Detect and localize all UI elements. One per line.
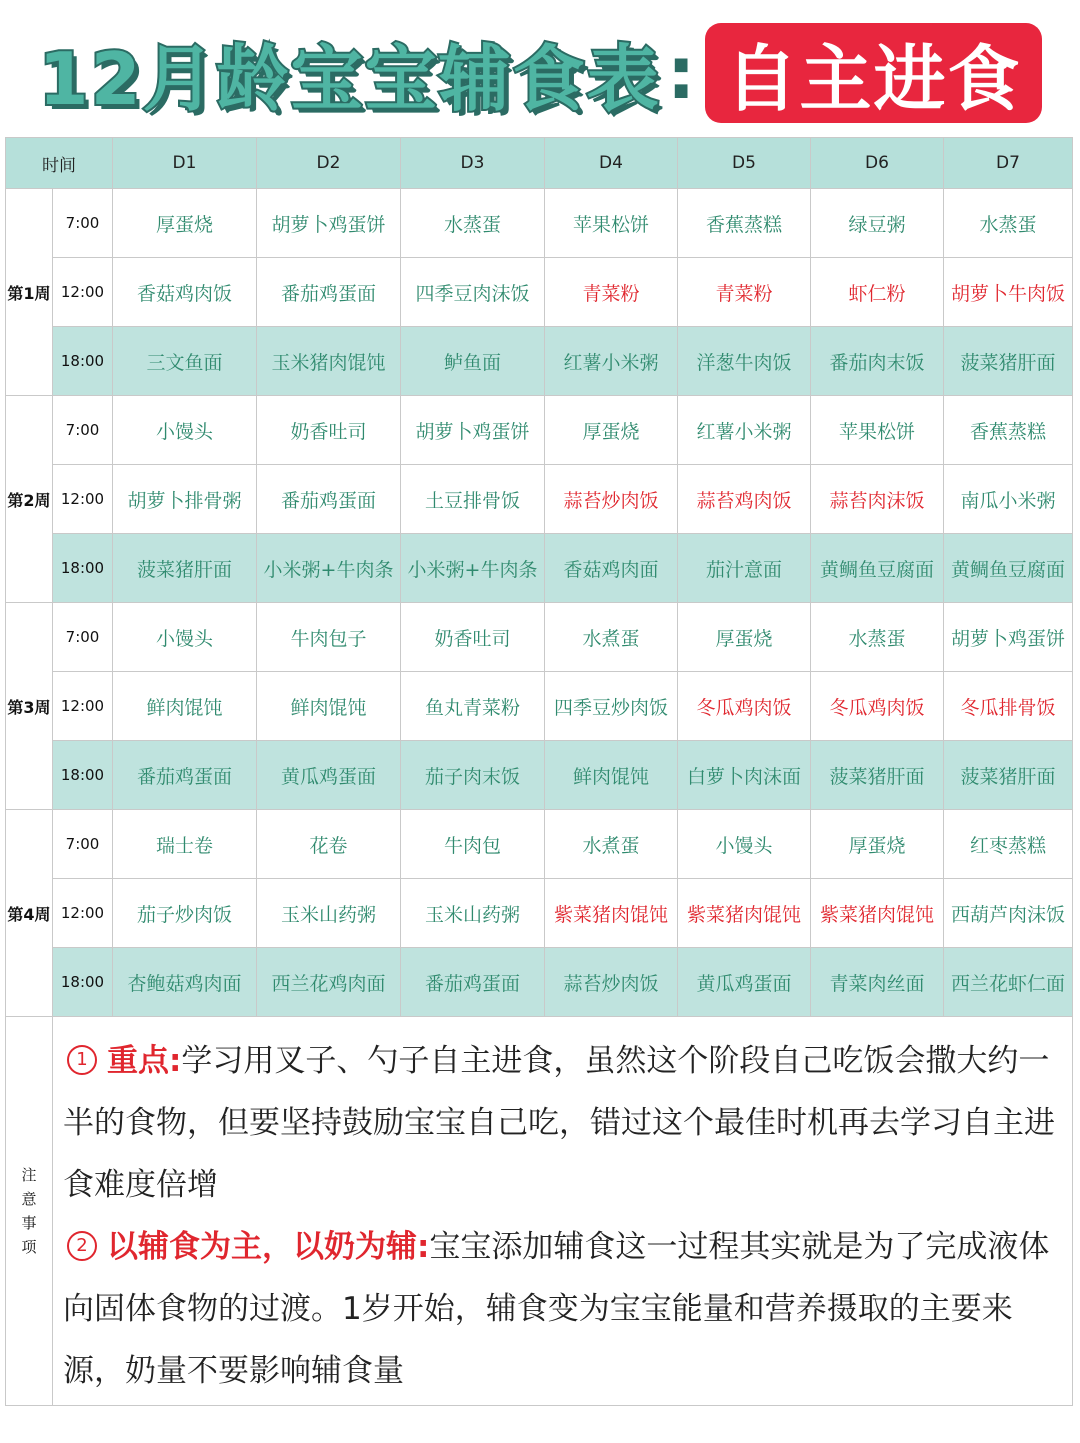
- meal-cell: 小米粥+牛肉条: [401, 534, 545, 603]
- meal-cell: 西葫芦肉沫饭: [944, 879, 1073, 948]
- meal-time: 18:00: [53, 534, 113, 603]
- table-row: [6, 534, 1073, 603]
- meal-cell: 鲜肉馄饨: [545, 741, 678, 810]
- meal-cell: 绿豆粥: [811, 189, 944, 258]
- meal-cell: 三文鱼面: [113, 327, 257, 396]
- meal-cell: 水煮蛋: [545, 810, 678, 879]
- meal-cell: 茄子肉末饭: [401, 741, 545, 810]
- table-row: [6, 810, 1073, 879]
- meal-table: [5, 137, 1073, 1406]
- notes-text: [53, 1020, 1072, 1402]
- header-cell-d3: D3: [401, 138, 545, 189]
- meal-cell: 香蕉蒸糕: [944, 396, 1073, 465]
- meal-cell: 小米粥+牛肉条: [257, 534, 401, 603]
- meal-cell: 蒜苔炒肉饭: [545, 948, 678, 1017]
- header-cell-d4: D4: [545, 138, 678, 189]
- title-accent-box: [705, 23, 1041, 123]
- meal-cell: 胡萝卜牛肉饭: [944, 258, 1073, 327]
- header-row: [6, 138, 1073, 189]
- meal-cell: 冬瓜鸡肉饭: [811, 672, 944, 741]
- table-row: [6, 465, 1073, 534]
- meal-cell: 玉米山药粥: [401, 879, 545, 948]
- header-cell-d5: D5: [678, 138, 811, 189]
- meal-cell: 苹果松饼: [545, 189, 678, 258]
- notes-content: [53, 1017, 1073, 1406]
- meal-time: 18:00: [53, 948, 113, 1017]
- week-label: 第1周: [6, 189, 53, 396]
- page-title: [0, 18, 1080, 128]
- meal-cell: 菠菜猪肝面: [811, 741, 944, 810]
- meal-cell: 冬瓜排骨饭: [944, 672, 1073, 741]
- meal-cell: 香菇鸡肉饭: [113, 258, 257, 327]
- table-row: [6, 327, 1073, 396]
- meal-cell: 红薯小米粥: [545, 327, 678, 396]
- meal-cell: 玉米山药粥: [257, 879, 401, 948]
- meal-cell: 奶香吐司: [257, 396, 401, 465]
- meal-cell: 胡萝卜鸡蛋饼: [944, 603, 1073, 672]
- meal-cell: 蒜苔肉沫饭: [811, 465, 944, 534]
- meal-time: 12:00: [53, 879, 113, 948]
- meal-cell: 花卷: [257, 810, 401, 879]
- meal-cell: 番茄鸡蛋面: [257, 465, 401, 534]
- table-row: [6, 672, 1073, 741]
- meal-cell: 红枣蒸糕: [944, 810, 1073, 879]
- table-row: [6, 879, 1073, 948]
- meal-time: 7:00: [53, 810, 113, 879]
- title-accent: 自主进食: [725, 37, 1022, 121]
- note-number-icon: 2: [67, 1231, 97, 1261]
- meal-cell: 茄子炒肉饭: [113, 879, 257, 948]
- meal-cell: 青菜粉: [545, 258, 678, 327]
- meal-cell: 香蕉蒸糕: [678, 189, 811, 258]
- meal-cell: 胡萝卜鸡蛋饼: [401, 396, 545, 465]
- notes-row: [6, 1017, 1073, 1406]
- meal-cell: 紫菜猪肉馄饨: [811, 879, 944, 948]
- note-body: 宝宝添加辅食这一过程其实就是为了完成液体向固体食物的过渡。1岁开始，辅食变为宝宝能量和营养摄取的主要来源，奶量不要影响辅食量: [63, 1229, 1050, 1389]
- notes-label: [6, 1017, 53, 1406]
- meal-cell: 白萝卜肉沫面: [678, 741, 811, 810]
- week-label: 第2周: [6, 396, 53, 603]
- meal-cell: 南瓜小米粥: [944, 465, 1073, 534]
- meal-cell: 黄鲷鱼豆腐面: [944, 534, 1073, 603]
- meal-cell: 菠菜猪肝面: [944, 741, 1073, 810]
- meal-cell: 胡萝卜鸡蛋饼: [257, 189, 401, 258]
- header-cell-time: 时间: [6, 138, 113, 189]
- meal-cell: 黄瓜鸡蛋面: [678, 948, 811, 1017]
- table-row: [6, 396, 1073, 465]
- meal-cell: 厚蛋烧: [678, 603, 811, 672]
- meal-cell: 杏鲍菇鸡肉面: [113, 948, 257, 1017]
- meal-cell: 菠菜猪肝面: [113, 534, 257, 603]
- notes-label-char: 意: [21, 1190, 37, 1208]
- meal-cell: 紫菜猪肉馄饨: [678, 879, 811, 948]
- meal-time: 7:00: [53, 603, 113, 672]
- meal-time: 7:00: [53, 189, 113, 258]
- meal-cell: 水蒸蛋: [401, 189, 545, 258]
- meal-cell: 牛肉包子: [257, 603, 401, 672]
- meal-cell: 土豆排骨饭: [401, 465, 545, 534]
- meal-cell: 水煮蛋: [545, 603, 678, 672]
- meal-cell: 洋葱牛肉饭: [678, 327, 811, 396]
- meal-cell: 小馒头: [678, 810, 811, 879]
- meal-cell: 鲜肉馄饨: [113, 672, 257, 741]
- notes-label-char: 项: [21, 1238, 37, 1256]
- title-main: 12月龄宝宝辅食表: [38, 37, 661, 121]
- week-label: 第4周: [6, 810, 53, 1017]
- meal-cell: 苹果松饼: [811, 396, 944, 465]
- meal-cell: 胡萝卜排骨粥: [113, 465, 257, 534]
- meal-time: 12:00: [53, 465, 113, 534]
- meal-cell: 西兰花虾仁面: [944, 948, 1073, 1017]
- meal-time: 18:00: [53, 327, 113, 396]
- meal-cell: 茄汁意面: [678, 534, 811, 603]
- note-body: 学习用叉子、勺子自主进食，虽然这个阶段自己吃饭会撒大约一半的食物，但要坚持鼓励宝宝自己吃，错过这个最佳时机再去学习自主进食难度倍增: [63, 1043, 1055, 1203]
- meal-cell: 菠菜猪肝面: [944, 327, 1073, 396]
- meal-cell: 红薯小米粥: [678, 396, 811, 465]
- meal-cell: 厚蛋烧: [113, 189, 257, 258]
- note-number-icon: 1: [67, 1045, 97, 1075]
- note-item: [63, 1216, 1058, 1402]
- meal-time: 7:00: [53, 396, 113, 465]
- meal-cell: 番茄肉末饭: [811, 327, 944, 396]
- meal-cell: 西兰花鸡肉面: [257, 948, 401, 1017]
- header-cell-d1: D1: [113, 138, 257, 189]
- meal-cell: 牛肉包: [401, 810, 545, 879]
- meal-cell: 鱼丸青菜粉: [401, 672, 545, 741]
- table-row: [6, 603, 1073, 672]
- meal-cell: 黄鲷鱼豆腐面: [811, 534, 944, 603]
- meal-cell: 奶香吐司: [401, 603, 545, 672]
- meal-cell: 厚蛋烧: [811, 810, 944, 879]
- meal-time: 12:00: [53, 258, 113, 327]
- header-cell-d6: D6: [811, 138, 944, 189]
- meal-cell: 四季豆炒肉饭: [545, 672, 678, 741]
- meal-cell: 香菇鸡肉面: [545, 534, 678, 603]
- meal-cell: 小馒头: [113, 603, 257, 672]
- meal-time: 18:00: [53, 741, 113, 810]
- meal-cell: 青菜肉丝面: [811, 948, 944, 1017]
- meal-cell: 番茄鸡蛋面: [113, 741, 257, 810]
- table-row: [6, 258, 1073, 327]
- meal-cell: 水蒸蛋: [944, 189, 1073, 258]
- table-row: [6, 741, 1073, 810]
- meal-cell: 黄瓜鸡蛋面: [257, 741, 401, 810]
- meal-cell: 番茄鸡蛋面: [257, 258, 401, 327]
- meal-time: 12:00: [53, 672, 113, 741]
- note-heading: 重点:: [107, 1043, 182, 1079]
- title-colon: :: [666, 31, 696, 115]
- meal-cell: 瑞士卷: [113, 810, 257, 879]
- meal-cell: 虾仁粉: [811, 258, 944, 327]
- meal-cell: 鲈鱼面: [401, 327, 545, 396]
- meal-cell: 番茄鸡蛋面: [401, 948, 545, 1017]
- meal-cell: 玉米猪肉馄饨: [257, 327, 401, 396]
- notes-label-char: 注: [21, 1166, 37, 1184]
- meal-cell: 紫菜猪肉馄饨: [545, 879, 678, 948]
- table-row: [6, 189, 1073, 258]
- header-cell-d7: D7: [944, 138, 1073, 189]
- meal-cell: 小馒头: [113, 396, 257, 465]
- meal-cell: 蒜苔鸡肉饭: [678, 465, 811, 534]
- meal-cell: 鲜肉馄饨: [257, 672, 401, 741]
- header-cell-d2: D2: [257, 138, 401, 189]
- table-row: [6, 948, 1073, 1017]
- meal-cell: 四季豆肉沫饭: [401, 258, 545, 327]
- meal-cell: 水蒸蛋: [811, 603, 944, 672]
- notes-label-char: 事: [21, 1214, 37, 1232]
- week-label: 第3周: [6, 603, 53, 810]
- note-item: [63, 1030, 1058, 1216]
- note-heading: 以辅食为主，以奶为辅:: [107, 1229, 430, 1265]
- meal-cell: 青菜粉: [678, 258, 811, 327]
- meal-cell: 蒜苔炒肉饭: [545, 465, 678, 534]
- meal-cell: 冬瓜鸡肉饭: [678, 672, 811, 741]
- meal-cell: 厚蛋烧: [545, 396, 678, 465]
